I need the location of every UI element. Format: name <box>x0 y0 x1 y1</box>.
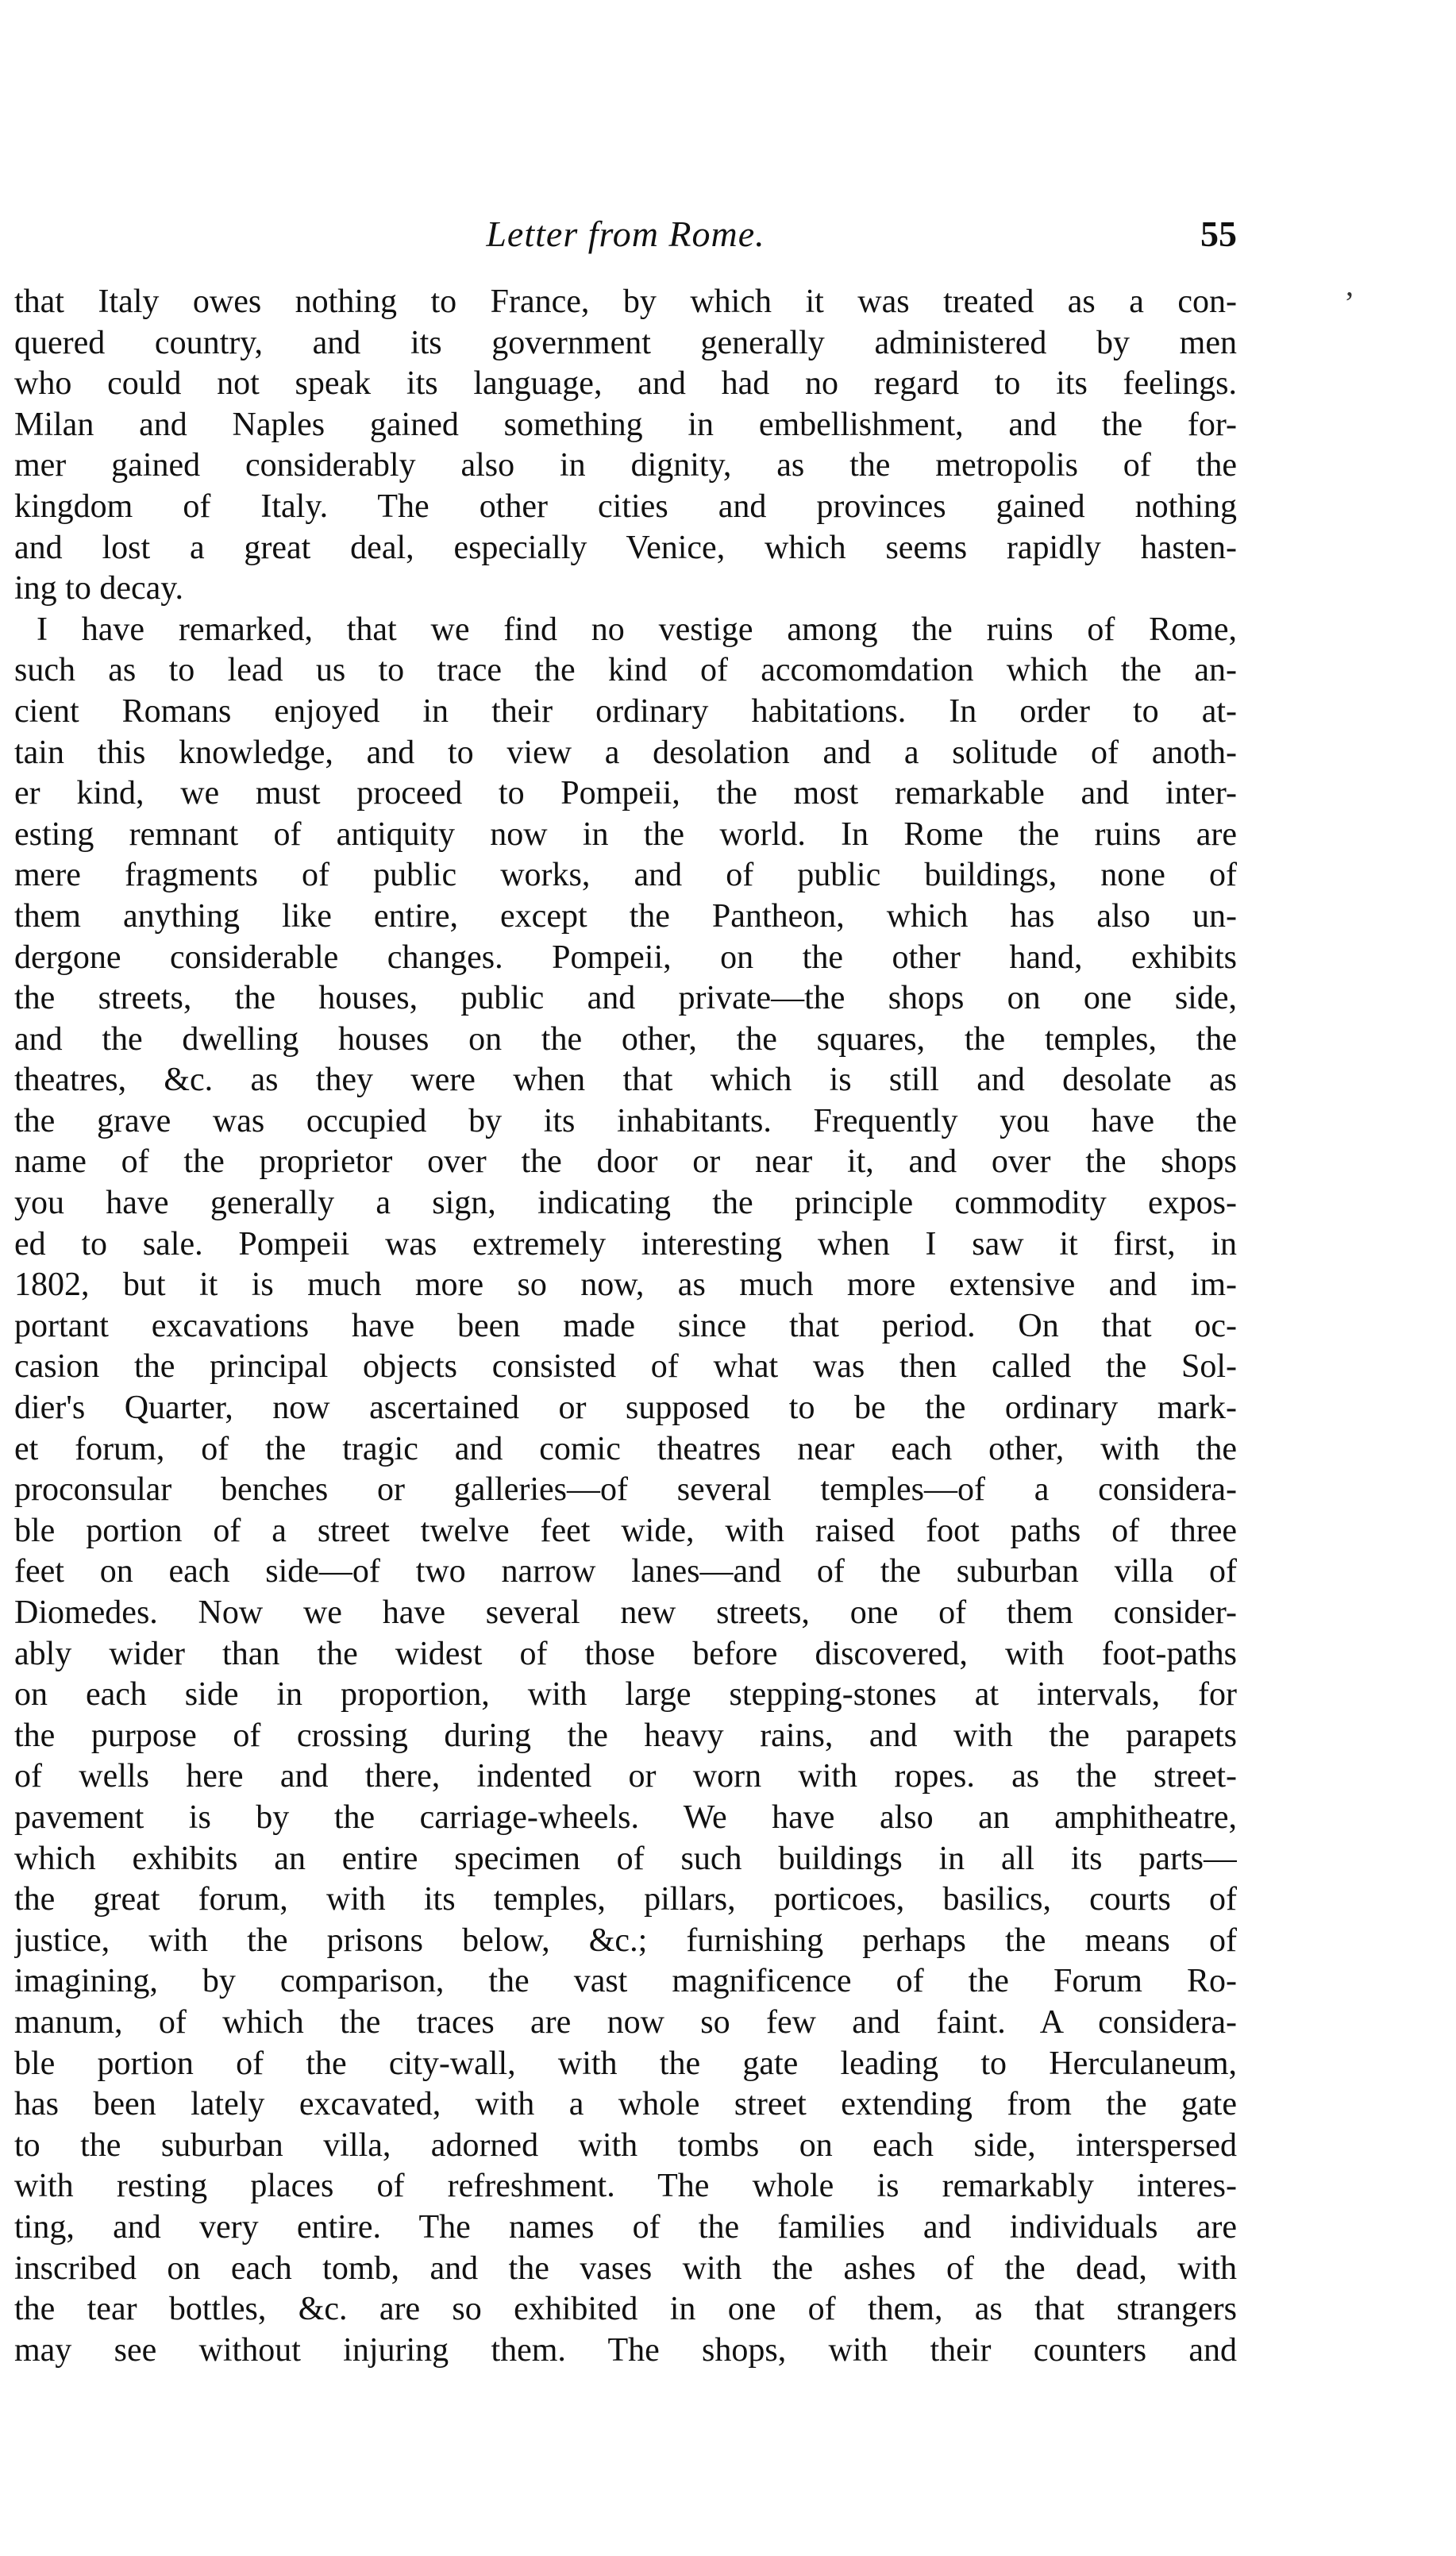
text-line: imagining, by comparison, the vast magnificence of the Forum Ro- <box>14 1963 1237 2000</box>
text-line: who could not speak its language, and had no regard to its feelings. <box>14 365 1237 403</box>
text-line: dier's Quarter, now ascertained or supposed to be the ordinary mark- <box>14 1390 1237 1427</box>
text-line: esting remnant of antiquity now in the world. In Rome the ruins are <box>14 815 1237 853</box>
text-line: tain this knowledge, and to view a desolation and a solitude of anoth- <box>14 734 1237 771</box>
text-line: them anything like entire, except the Pantheon, which has also un- <box>14 897 1237 935</box>
margin-mark: , <box>1346 267 1354 303</box>
text-line: and the dwelling houses on the other, the squares, the temples, the <box>14 1020 1237 1058</box>
text-line: the tear bottles, &c. are so exhibited in one of them, as that strangers <box>14 2291 1237 2328</box>
text-line: quered country, and its government generally administered by men <box>14 324 1237 361</box>
text-line: the grave was occupied by its inhabitants. Frequently you have the <box>14 1102 1237 1139</box>
text-line: ble portion of a street twelve feet wide, with raised foot paths of three <box>14 1512 1237 1549</box>
text-line: which exhibits an entire specimen of such buildings in all its parts— <box>14 1840 1237 1877</box>
text-line: theatres, &c. as they were when that which is still and desolate as <box>14 1062 1237 1099</box>
text-line: pavement is by the carriage-wheels. We have also an amphitheatre, <box>14 1798 1237 1836</box>
text-line: casion the principal objects consisted of what was then called the Sol- <box>14 1348 1237 1386</box>
text-line: ed to sale. Pompeii was extremely interesting when I saw it first, in <box>14 1225 1237 1263</box>
text-line: ably wider than the widest of those before discovered, with foot-paths <box>14 1635 1237 1672</box>
text-line: ing to decay. <box>14 570 184 607</box>
running-head <box>14 213 1237 268</box>
text-line: kingdom of Italy. The other cities and provinces gained nothing <box>14 488 1237 525</box>
text-line: proconsular benches or galleries—of several temples—of a considera- <box>14 1471 1237 1509</box>
text-line: Diomedes. Now we have several new streets, one of them consider- <box>14 1594 1237 1631</box>
text-line: you have generally a sign, indicating the principle commodity expos- <box>14 1185 1237 1222</box>
page-number: 55 <box>1200 214 1237 254</box>
text-line: Milan and Naples gained something in embellishment, and the for- <box>14 406 1237 443</box>
text-line: justice, with the prisons below, &c.; furnishing perhaps the means of <box>14 1922 1237 1959</box>
text-line: dergone considerable changes. Pompeii, on the other hand, exhibits <box>14 939 1237 976</box>
text-line: and lost a great deal, especially Venice, which seems rapidly hasten- <box>14 529 1237 566</box>
text-line: ble portion of the city-wall, with the gate leading to Herculaneum, <box>14 2045 1237 2082</box>
text-line: the purpose of crossing during the heavy rains, and with the parapets <box>14 1717 1237 1754</box>
text-line: has been lately excavated, with a whole street extending from the gate <box>14 2086 1237 2123</box>
body-text <box>14 282 1237 2371</box>
text-line: to the suburban villa, adorned with tombs on each side, interspersed <box>14 2126 1237 2164</box>
text-line: 1802, but it is much more so now, as much more extensive and im- <box>14 1266 1237 1304</box>
text-line: ting, and very entire. The names of the families and individuals are <box>14 2208 1237 2246</box>
text-line: the great forum, with its temples, pillars, porticoes, basilics, courts of <box>14 1881 1237 1918</box>
text-line: I have remarked, that we find no vestige among the ruins of Rome, <box>37 611 1237 648</box>
running-title: Letter from Rome. <box>486 214 765 254</box>
text-line: on each side in proportion, with large stepping-stones at intervals, for <box>14 1676 1237 1714</box>
text-line: mer gained considerably also in dignity, as the metropolis of the <box>14 447 1237 484</box>
text-line: the streets, the houses, public and private—the shops on one side, <box>14 980 1237 1017</box>
text-line: such as to lead us to trace the kind of accomomdation which the an- <box>14 652 1237 689</box>
text-line: er kind, we must proceed to Pompeii, the most remarkable and inter- <box>14 775 1237 812</box>
text-line: cient Romans enjoyed in their ordinary habitations. In order to at- <box>14 692 1237 730</box>
text-line: may see without injuring them. The shops, with their counters and <box>14 2331 1237 2369</box>
text-line: mere fragments of public works, and of public buildings, none of <box>14 857 1237 894</box>
text-line: inscribed on each tomb, and the vases with the ashes of the dead, with <box>14 2250 1237 2287</box>
text-line: that Italy owes nothing to France, by which it was treated as a con- <box>14 283 1237 320</box>
text-line: with resting places of refreshment. The whole is remarkably interes- <box>14 2168 1237 2205</box>
text-line: manum, of which the traces are now so few and faint. A considera- <box>14 2003 1237 2041</box>
text-line: name of the proprietor over the door or near it, and over the shops <box>14 1143 1237 1181</box>
text-line: et forum, of the tragic and comic theatres near each other, with the <box>14 1430 1237 1467</box>
text-line: of wells here and there, indented or worn with ropes. as the street- <box>14 1758 1237 1795</box>
text-line: portant excavations have been made since that period. On that oc- <box>14 1307 1237 1344</box>
text-line: feet on each side—of two narrow lanes—and of the suburban villa of <box>14 1553 1237 1590</box>
